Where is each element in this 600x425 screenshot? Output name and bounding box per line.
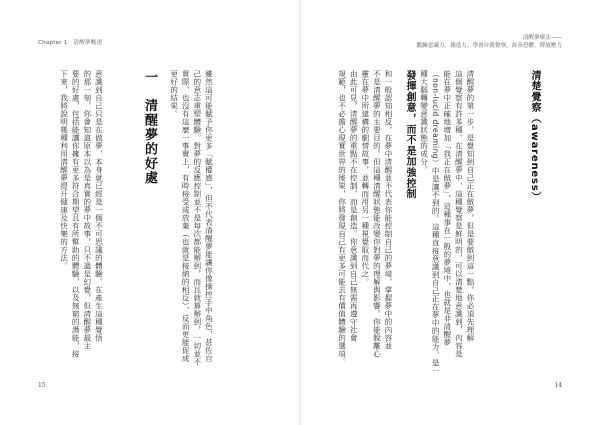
- text-line: 更好的結果。: [169, 70, 179, 118]
- text-line: 雖然這可能賦予你更多「賦權感」，但不代表清醒夢能讓你像操控手中角色，甚佐自: [204, 70, 214, 363]
- book-title: 清醒夢療法——: [522, 35, 562, 41]
- text-line: （non-lucid dreaming）中是讓不到的。這種直接意識到自己正在夢中的能力，是一: [431, 70, 441, 375]
- paragraph-continuation: [168, 70, 214, 366]
- book-subtitle: 鍛鍊意識力、創造力、學會自我覺察，改善恐懼、釋放壓力: [416, 43, 562, 49]
- text-line: 要的好處，包括能讓你擁有更多符合期望且有所幫助的體驗，以及無窮的潛能，接: [71, 70, 81, 358]
- text-line: 靈在夢中所建構的劇情故事，並轉而用另一種視覺取而代之。: [360, 70, 370, 286]
- paragraph-awareness: [418, 70, 476, 375]
- text-line: 清醒夢的第一步，是覺知到自己正在做夢，但是要做到這一點，你必須先理解: [465, 70, 475, 342]
- page-number-right: 14: [554, 382, 562, 389]
- text-line: 規範，也不必擔心現實世界的後果，你將發現自己有更多可能去有價值體驗的選項。: [337, 70, 347, 366]
- text-line: 種大腦轉變意識狀態的成分。: [419, 70, 429, 174]
- text-line: 意識到自己只是在做夢，本身就已經是一個不可思議的體驗。在產生這種覺悟: [94, 70, 104, 342]
- text-line: 這個覺察有許多種。在清醒夢中，這種覺察是鮮明的，可以清楚地意識到，內容是: [454, 70, 464, 358]
- paragraph-benefits: [58, 70, 104, 358]
- text-line: 實際，也沒有這麼一事實上，有時接受或放棄（也就是接納的相反），反而更能促成: [181, 70, 191, 363]
- section-heading-creativity: 發揮創意，而不是加強控制: [404, 70, 415, 200]
- text-line: 的那一刻，你會知道原本以為是真實的夢中故事，只不過是幻覺，但清醒夢最主: [82, 70, 92, 350]
- text-line: 己的意志重塑體驗。對夢的反應控制並不是每次都能辦到，而且就算辦到，一切並不: [192, 70, 202, 366]
- running-header-book: [417, 34, 562, 50]
- text-line: 下來，我將說明幾種利用清醒夢提升健康及快樂的方法。: [59, 70, 69, 270]
- page-number-left: 15: [38, 382, 46, 389]
- book-gutter: [299, 0, 301, 425]
- section-heading-benefits: 一 清醒夢的好處: [142, 70, 157, 186]
- text-line: 能在夢中正確地增加「我正在做夢」，這種事在一般的夢境中，也就是非清醒夢: [442, 70, 452, 347]
- text-line: 和一般認知相反，在夢中清醒並不代表你能控制自己的夢境，掌握夢中的內容並: [383, 70, 393, 350]
- paragraph-creativity: [336, 70, 394, 366]
- section-heading-awareness: 清楚覺察（awareness）: [529, 70, 540, 203]
- text-line: 不是清醒夢的主要目的。但這種清醒狀態能改變你對夢的理解與影響。你能脫離心: [372, 70, 382, 358]
- running-header-chapter: Chapter 1 清醒夢概述: [38, 40, 103, 46]
- text-line: 由此可見，清醒夢的重點不在控制，而是創造。你意識到自己無需再遵守社會: [349, 70, 359, 342]
